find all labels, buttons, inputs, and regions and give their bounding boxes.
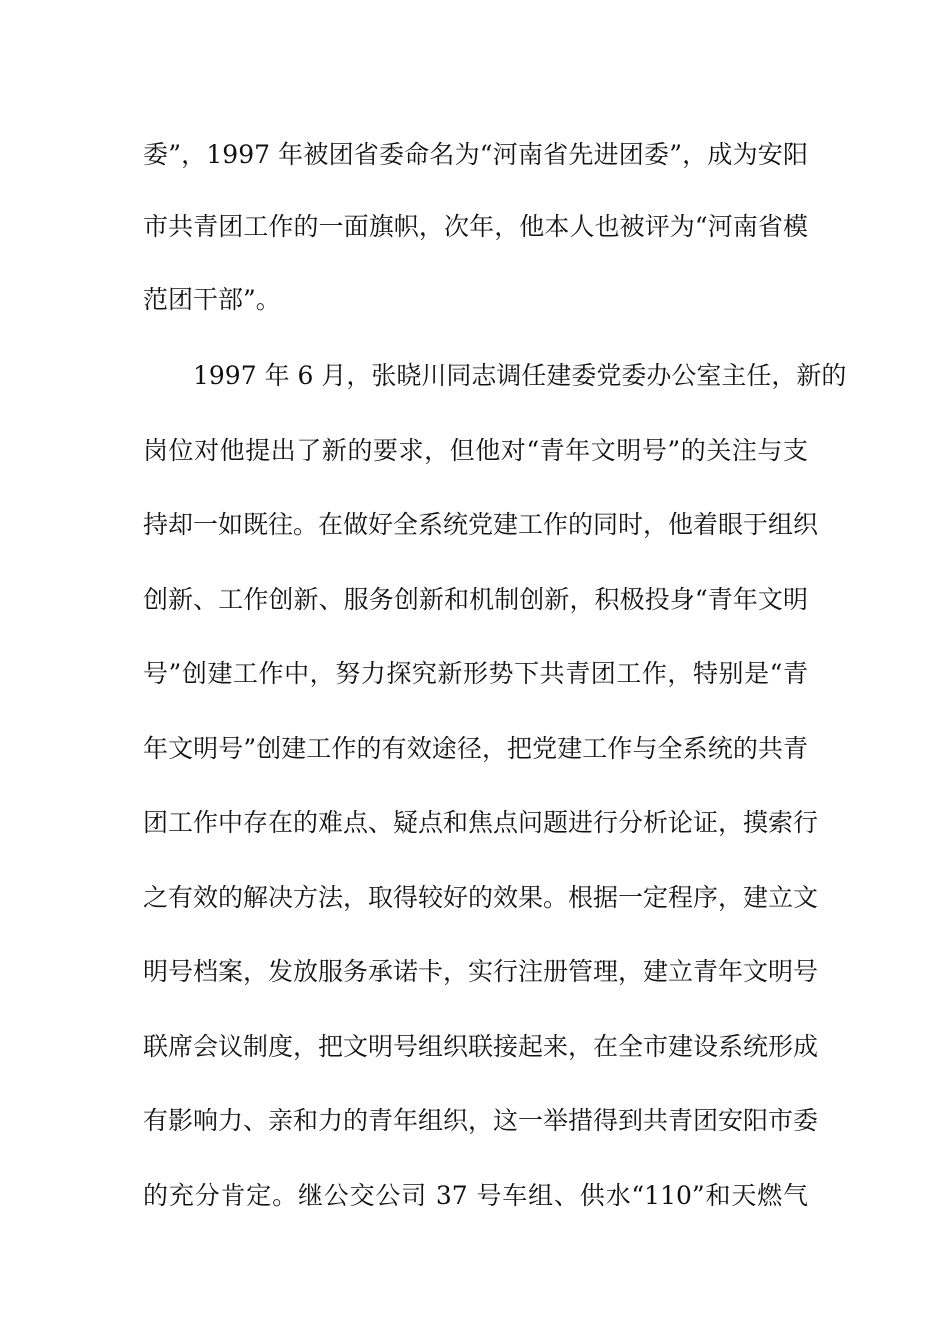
text-line: 号”创建工作中，努力探究新形势下共青团工作，特别是“青 (143, 659, 808, 688)
text-line: 范团干部”。 (143, 285, 281, 314)
text-line: 岗位对他提出了新的要求，但他对“青年文明号”的关注与支 (143, 436, 808, 465)
text-line: 明号档案，发放服务承诺卡，实行注册管理，建立青年文明号 (143, 957, 819, 986)
paragraph-first-line: 1997 年 6 月，张晓川同志调任建委党委办公室主任，新的 (193, 361, 847, 390)
text-line: 之有效的解决方法，取得较好的效果。根据一定程序，建立文 (143, 883, 819, 912)
text-line: 持却一如既往。在做好全系统党建工作的同时，他着眼于组织 (143, 510, 819, 539)
text-line: 的充分肯定。继公交公司 37 号车组、供水“110”和天燃气 (143, 1181, 808, 1210)
text-line: 年文明号”创建工作的有效途径，把党建工作与全系统的共青 (143, 734, 808, 763)
text-line: 创新、工作创新、服务创新和机制创新，积极投身“青年文明 (143, 585, 808, 614)
text-line: 联席会议制度，把文明号组织联接起来，在全市建设系统形成 (143, 1032, 819, 1061)
text-line: 市共青团工作的一面旗帜，次年，他本人也被评为“河南省模 (143, 212, 808, 241)
text-line: 团工作中存在的难点、疑点和焦点问题进行分析论证，摸索行 (143, 808, 819, 837)
text-line: 委”，1997 年被团省委命名为“河南省先进团委”，成为安阳 (143, 140, 808, 169)
text-line: 有影响力、亲和力的青年组织，这一举措得到共青团安阳市委 (143, 1106, 819, 1135)
